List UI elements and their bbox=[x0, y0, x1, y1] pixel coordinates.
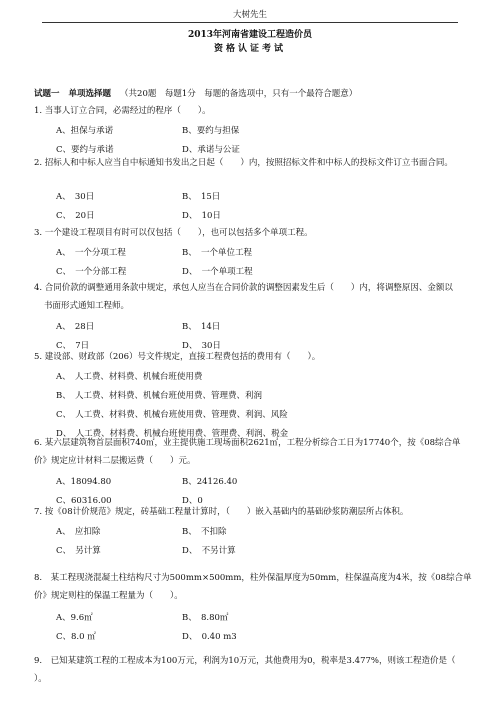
q6-option-a: A、18094.80 bbox=[56, 477, 112, 487]
q8-option-b: B、 8.80㎡ bbox=[182, 613, 229, 623]
question-6-line2: 价》规定应计材料二层搬运费（ ）元。 bbox=[34, 456, 196, 466]
q2-option-d: D、 10日 bbox=[182, 211, 221, 221]
q3-option-a: A、 一个分项工程 bbox=[56, 248, 126, 258]
q7-option-d: D、 不另计算 bbox=[182, 546, 236, 556]
q4-option-b: B、 14日 bbox=[182, 322, 221, 332]
question-7: 7. 按《08计价规范》规定，砖基础工程量计算时，（ ）嵌入基础内的基础砂浆防潮层所占体积。 bbox=[34, 507, 409, 517]
q5-option-d: D、 人工费、材料费、机械台班使用费、管理费、利润、税金 bbox=[56, 429, 289, 439]
q2-option-b: B、 15日 bbox=[182, 192, 221, 202]
q4-option-c: C、 7日 bbox=[56, 341, 90, 351]
section-heading bbox=[34, 87, 474, 99]
question-6 bbox=[34, 434, 474, 470]
q1-option-c: C、要约与承诺 bbox=[56, 145, 114, 155]
q6-option-d: D、0 bbox=[182, 496, 203, 506]
question-8-line2: 价》规定则柱的保温工程量为（ ）。 bbox=[34, 591, 183, 601]
q3-option-b: B、 一个单位工程 bbox=[182, 248, 252, 258]
question-4 bbox=[34, 279, 474, 315]
q2-option-a: A、 30日 bbox=[56, 192, 95, 202]
question-1: 1. 当事人订立合同，必需经过的程序（ ）。 bbox=[34, 106, 211, 116]
question-9-line1: 9. 已知某建筑工程的工程成本为100万元，利润为10万元，其他费用为0，税率是3.477%，则该工程造价是（ bbox=[34, 656, 456, 666]
question-9-line2: ）。 bbox=[34, 674, 47, 684]
q4-option-d: D、 30日 bbox=[182, 341, 221, 351]
q1-option-d: D、承诺与公证 bbox=[182, 145, 240, 155]
q6-option-c: C、60316.00 bbox=[56, 496, 112, 506]
q2-option-c: C、 20日 bbox=[56, 211, 95, 221]
section-type: 单项选择题 bbox=[68, 89, 112, 99]
question-9 bbox=[34, 652, 474, 688]
section-label: 试题一 bbox=[34, 89, 60, 99]
q5-option-c: C、 人工费、材料费、机械台班使用费、管理费、利润、风险 bbox=[56, 410, 288, 420]
question-5: 5. 建设部、财政部（206）号文件规定，直接工程费包括的费用有（ ）。 bbox=[34, 352, 321, 362]
q8-option-c: C、8.0 ㎡ bbox=[56, 632, 96, 642]
q4-option-a: A、 28日 bbox=[56, 322, 95, 332]
question-8-line1: 8. 某工程现浇混凝土柱结构尺寸为500mm×500mm，柱外保温厚度为50mm，柱保温高度为4米，按《08综合单 bbox=[34, 573, 472, 583]
q5-option-a: A、 人工费、材料费、机械台班使用费 bbox=[56, 372, 203, 382]
q8-option-d: D、 0.40 m3 bbox=[182, 632, 237, 642]
question-2: 2. 招标人和中标人应当自中标通知书发出之日起（ ）内，按照招标文件和中标人的投标文件订立书面合同。 bbox=[34, 158, 453, 168]
q6-option-b: B、24126.40 bbox=[182, 477, 238, 487]
question-6-line1: 6. 某六层建筑物首层面积740㎡，业主提供施工现场面积2621㎡，工程分析综合工日为17740个，按《08综合单 bbox=[34, 438, 461, 448]
q1-option-b: B、要约与担保 bbox=[182, 126, 240, 136]
question-8 bbox=[34, 569, 474, 605]
q7-option-c: C、 另计算 bbox=[56, 546, 101, 556]
question-4-line2: 书面形式通知工程师。 bbox=[44, 301, 130, 311]
q7-option-b: B、 不扣除 bbox=[182, 527, 227, 537]
q3-option-c: C、 一个分部工程 bbox=[56, 267, 127, 277]
question-4-line1: 4. 合同价款的调整通用条款中规定，承包人应当在合同价款的调整因素发生后（ ）内，将调整原因、金额以 bbox=[34, 283, 453, 293]
q7-option-a: A、 应扣除 bbox=[56, 527, 101, 537]
document-subtitle: 资格认证考试 bbox=[213, 44, 286, 54]
header-rule bbox=[42, 22, 458, 23]
header-author: 大树先生 bbox=[232, 10, 267, 20]
q8-option-a: A、9.6㎡ bbox=[56, 613, 93, 623]
q1-option-a: A、担保与承诺 bbox=[56, 126, 114, 136]
q5-option-b: B、 人工费、材料费、机械台班使用费、管理费、利润 bbox=[56, 391, 262, 401]
document-title: 2013年河南省建设工程造价员 bbox=[187, 30, 313, 40]
question-3: 3. 一个建设工程项目有时可以仅包括（ ），也可以包括多个单项工程。 bbox=[34, 228, 313, 238]
q3-option-d: D、 一个单项工程 bbox=[182, 267, 253, 277]
section-description: （共20题 每题1分 每题的备选项中，只有一个最符合题意） bbox=[120, 89, 358, 99]
